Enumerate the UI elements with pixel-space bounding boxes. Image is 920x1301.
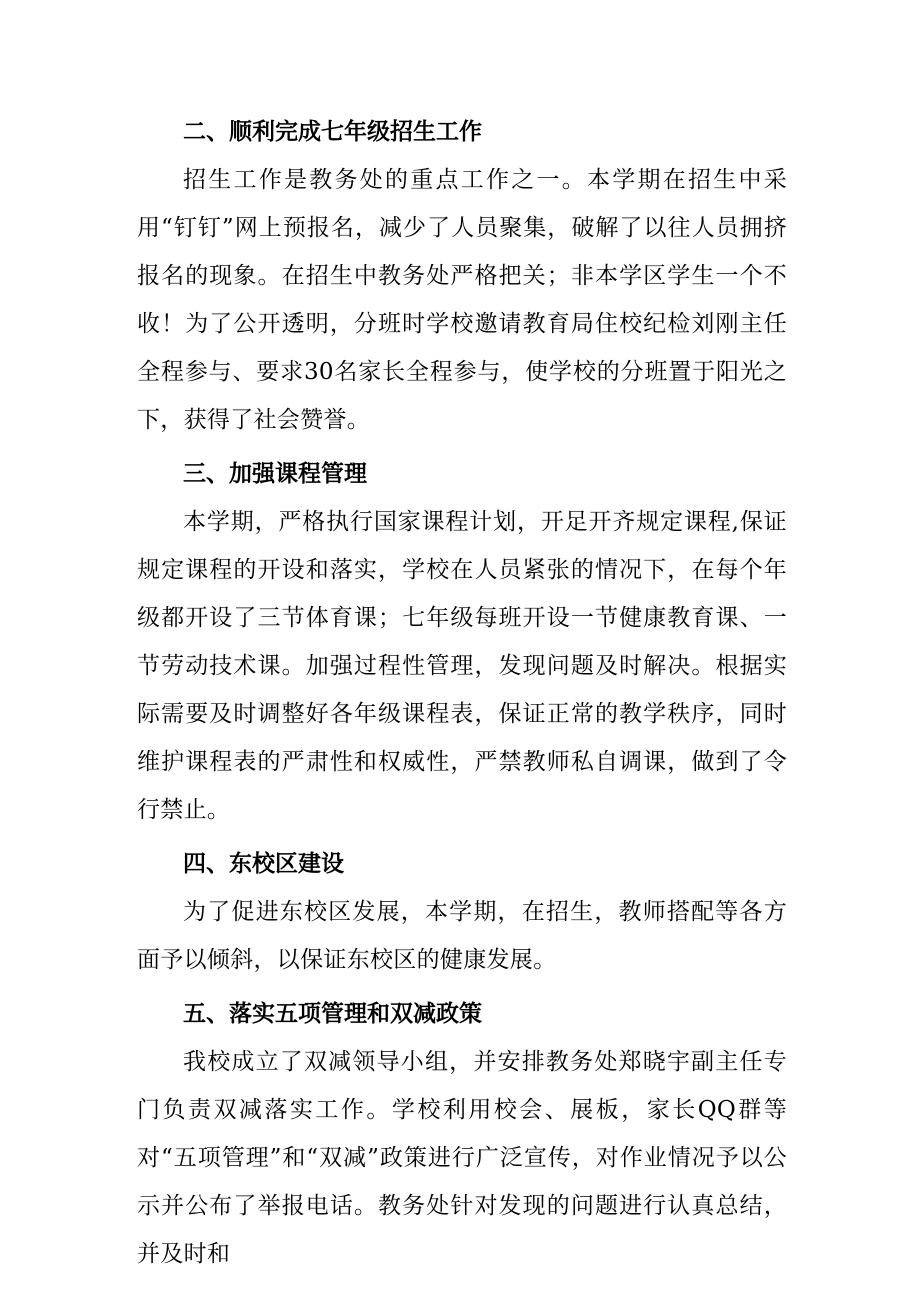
section-east-campus	[137, 840, 787, 984]
section-enrollment	[137, 108, 787, 444]
section-heading: 四、东校区建设	[183, 851, 344, 877]
section-heading: 三、加强课程管理	[183, 461, 367, 487]
section-curriculum	[137, 450, 787, 834]
section-double-reduction	[137, 990, 787, 1278]
section-paragraph: 本学期，严格执行国家课程计划，开足开齐规定课程,保证规定课程的开设和落实，学校在人员紧张的情况下，在每个年级都开设了三节体育课；七年级每班开设一节健康教育课、一节劳动技术课。加强过程性管理，发现问题及时解决。根据实际需要及时调整好各年级课程表，保证正常的教学秩序，同时维护课程表的严肃性和权威性，严禁教师私自调课，做到了令行禁止。	[137, 509, 787, 823]
section-paragraph: 为了促进东校区发展，本学期，在招生，教师搭配等各方面予以倾斜，以保证东校区的健康发展。	[137, 899, 787, 973]
section-heading: 二、顺利完成七年级招生工作	[183, 119, 482, 145]
section-heading: 五、落实五项管理和双减政策	[183, 1001, 482, 1027]
section-paragraph: 招生工作是教务处的重点工作之一。本学期在招生中采用“钉钉”网上预报名，减少了人员聚集，破解了以往人员拥挤报名的现象。在招生中教务处严格把关；非本学区学生一个不收！为了公开透明，分班时学校邀请教育局住校纪检刘刚主任全程参与、要求30名家长全程参与，使学校的分班置于阳光之下，获得了社会赞誉。	[137, 167, 787, 433]
section-paragraph: 我校成立了双减领导小组，并安排教务处郑晓宇副主任专门负责双减落实工作。学校利用校会、展板，家长QQ群等对“五项管理”和“双减”政策进行广泛宣传，对作业情况予以公示并公布了举报电话。教务处针对发现的问题进行认真总结，并及时和	[137, 1049, 787, 1267]
document-body	[137, 108, 787, 1284]
